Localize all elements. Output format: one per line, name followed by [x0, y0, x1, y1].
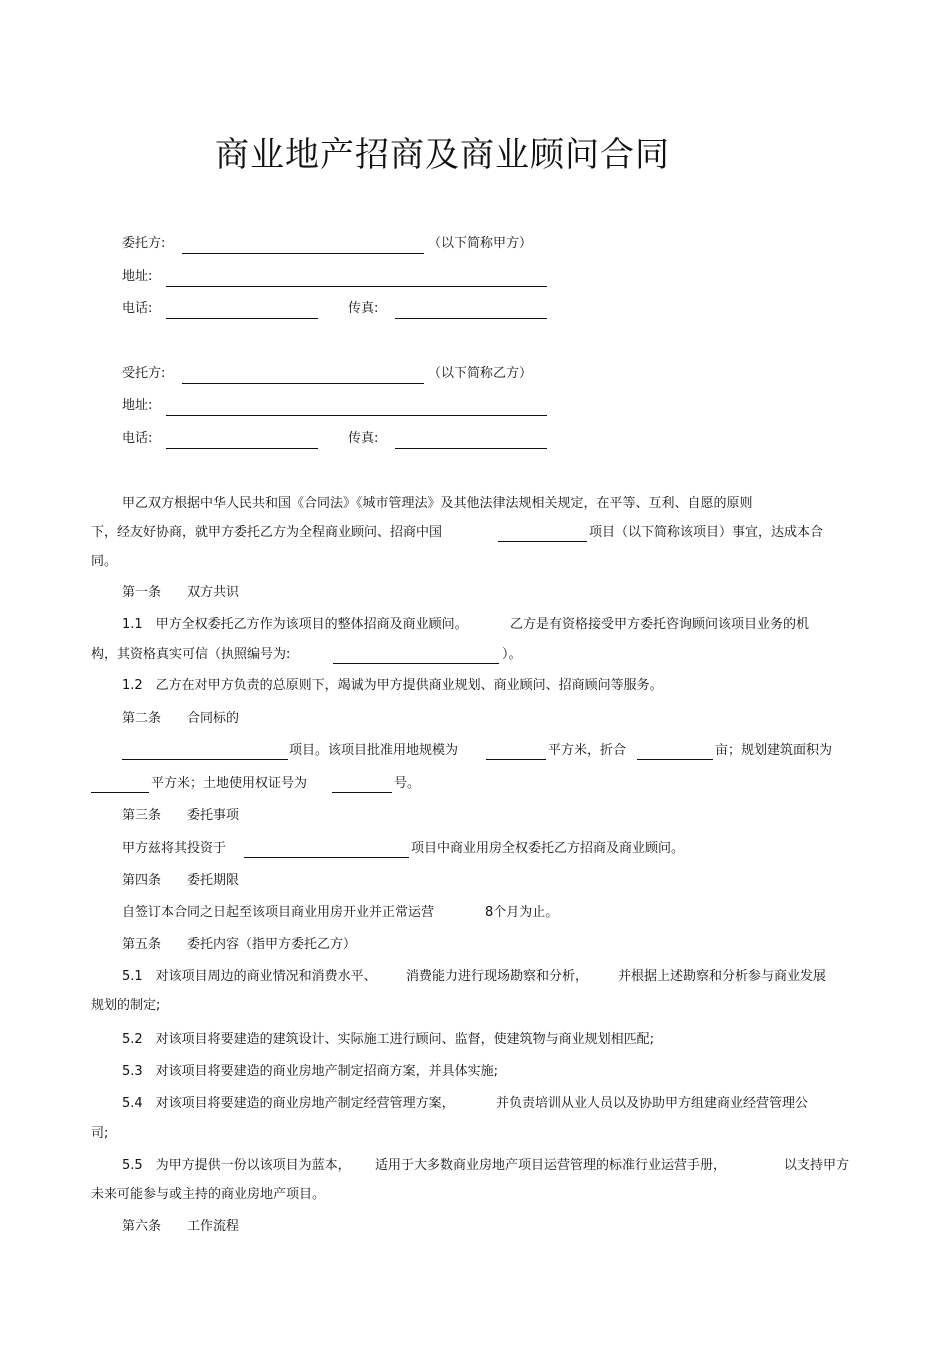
clause-5-1-d: 规划的制定; [91, 998, 161, 1013]
subject-project-blank[interactable] [122, 759, 288, 760]
article-2-line-2b: 号。 [394, 776, 421, 791]
agent-fax-label: 传真: [348, 431, 379, 446]
article-3-line-1b: 项目中商业用房全权委托乙方招商及商业顾问。 [411, 841, 685, 856]
client-phone-blank[interactable] [166, 318, 318, 319]
article-1-heading: 第一条 双方共识 [122, 585, 240, 600]
agent-phone-label: 电话: [122, 431, 153, 446]
clause-5-1-b: 消费能力进行现场勘察和分析， [406, 969, 589, 984]
clause-1-1-b: 乙方是有资格接受甲方委托咨询顾问该项目业务的机 [510, 617, 810, 632]
clause-1-2: 1.2 乙方在对甲方负责的总原则下，竭诚为甲方提供商业规划、商业顾问、招商顾问等服务。 [122, 678, 663, 693]
land-mu-blank[interactable] [637, 759, 713, 760]
article-3-line-1a: 甲方兹将其投资于 [122, 841, 227, 856]
agent-fax-blank[interactable] [395, 448, 547, 449]
agent-address-blank[interactable] [166, 415, 547, 416]
land-cert-blank[interactable] [332, 792, 392, 793]
agent-alias: （以下简称乙方） [428, 366, 533, 381]
client-phone-label: 电话: [122, 301, 153, 316]
building-area-blank[interactable] [91, 792, 149, 793]
article-6-heading: 第六条 工作流程 [122, 1219, 240, 1234]
client-fax-blank[interactable] [395, 318, 547, 319]
contract-title: 商业地产招商及商业顾问合同 [215, 135, 670, 175]
article-4-heading: 第四条 委托期限 [122, 873, 240, 888]
clause-5-5-a: 5.5 为甲方提供一份以该项目为蓝本， [122, 1158, 351, 1173]
article-4-line-1a: 自签订本合同之日起至该项目商业用房开业并正常运营 [122, 905, 435, 920]
article-2-line-1a: 项目。该项目批准用地规模为 [289, 743, 459, 758]
client-fax-label: 传真: [348, 301, 379, 316]
article-4-line-1b: 8个月为止。 [485, 905, 559, 920]
clause-1-1-c: 构，其资格真实可信（执照编号为: [91, 647, 291, 662]
article-2-line-1b: 平方米，折合 [548, 743, 627, 758]
client-label: 委托方: [122, 236, 166, 251]
clause-1-1-d: ）。 [502, 647, 522, 662]
clause-5-5-b: 适用于大多数商业房地产项目运营管理的标准行业运营手册， [375, 1158, 727, 1173]
preamble-line-2b: 项目（以下简称该项目）事宜，达成本合 [589, 525, 824, 540]
article-2-heading: 第二条 合同标的 [122, 711, 240, 726]
land-area-blank[interactable] [486, 759, 546, 760]
agent-phone-blank[interactable] [166, 448, 318, 449]
preamble-line-1: 甲乙双方根据中华人民共和国《合同法》《城市管理法》及其他法律法规相关规定，在平等、互利、自愿的原则 [122, 496, 753, 511]
clause-5-2: 5.2 对该项目将要建造的建筑设计、实际施工进行顾问、监督，使建筑物与商业规划相匹配; [122, 1032, 655, 1047]
client-address-label: 地址: [122, 269, 153, 284]
client-address-blank[interactable] [166, 286, 547, 287]
agent-name-blank[interactable] [182, 383, 424, 384]
clause-5-4-a: 5.4 对该项目将要建造的商业房地产制定经营管理方案， [122, 1096, 455, 1111]
clause-5-1-a: 5.1 对该项目周边的商业情况和消费水平、 [122, 969, 377, 984]
agent-address-label: 地址: [122, 398, 153, 413]
agent-label: 受托方: [122, 366, 166, 381]
clause-5-5-d: 未来可能参与或主持的商业房地产项目。 [91, 1187, 326, 1202]
article-2-line-2a: 平方米；土地使用权证号为 [151, 776, 308, 791]
client-name-blank[interactable] [182, 253, 424, 254]
license-number-blank[interactable] [333, 663, 499, 664]
article-5-heading: 第五条 委托内容（指甲方委托乙方） [122, 937, 357, 952]
preamble-line-2a: 下，经友好协商，就甲方委托乙方为全程商业顾问、招商中国 [91, 525, 443, 540]
clause-5-3: 5.3 对该项目将要建造的商业房地产制定招商方案，并具体实施; [122, 1064, 499, 1079]
invested-project-blank[interactable] [244, 857, 409, 858]
article-2-line-1c: 亩；规划建筑面积为 [715, 743, 833, 758]
preamble-line-3: 同。 [91, 554, 118, 569]
clause-5-4-c: 司; [91, 1126, 109, 1141]
project-name-blank[interactable] [498, 541, 587, 542]
clause-5-1-c: 并根据上述勘察和分析参与商业发展 [618, 969, 827, 984]
clause-1-1-a: 1.1 甲方全权委托乙方作为该项目的整体招商及商业顾问。 [122, 617, 468, 632]
clause-5-4-b: 并负责培训从业人员以及协助甲方组建商业经营管理公 [496, 1096, 809, 1111]
client-alias: （以下简称甲方） [428, 236, 533, 251]
clause-5-5-c: 以支持甲方 [784, 1158, 850, 1173]
article-3-heading: 第三条 委托事项 [122, 808, 240, 823]
